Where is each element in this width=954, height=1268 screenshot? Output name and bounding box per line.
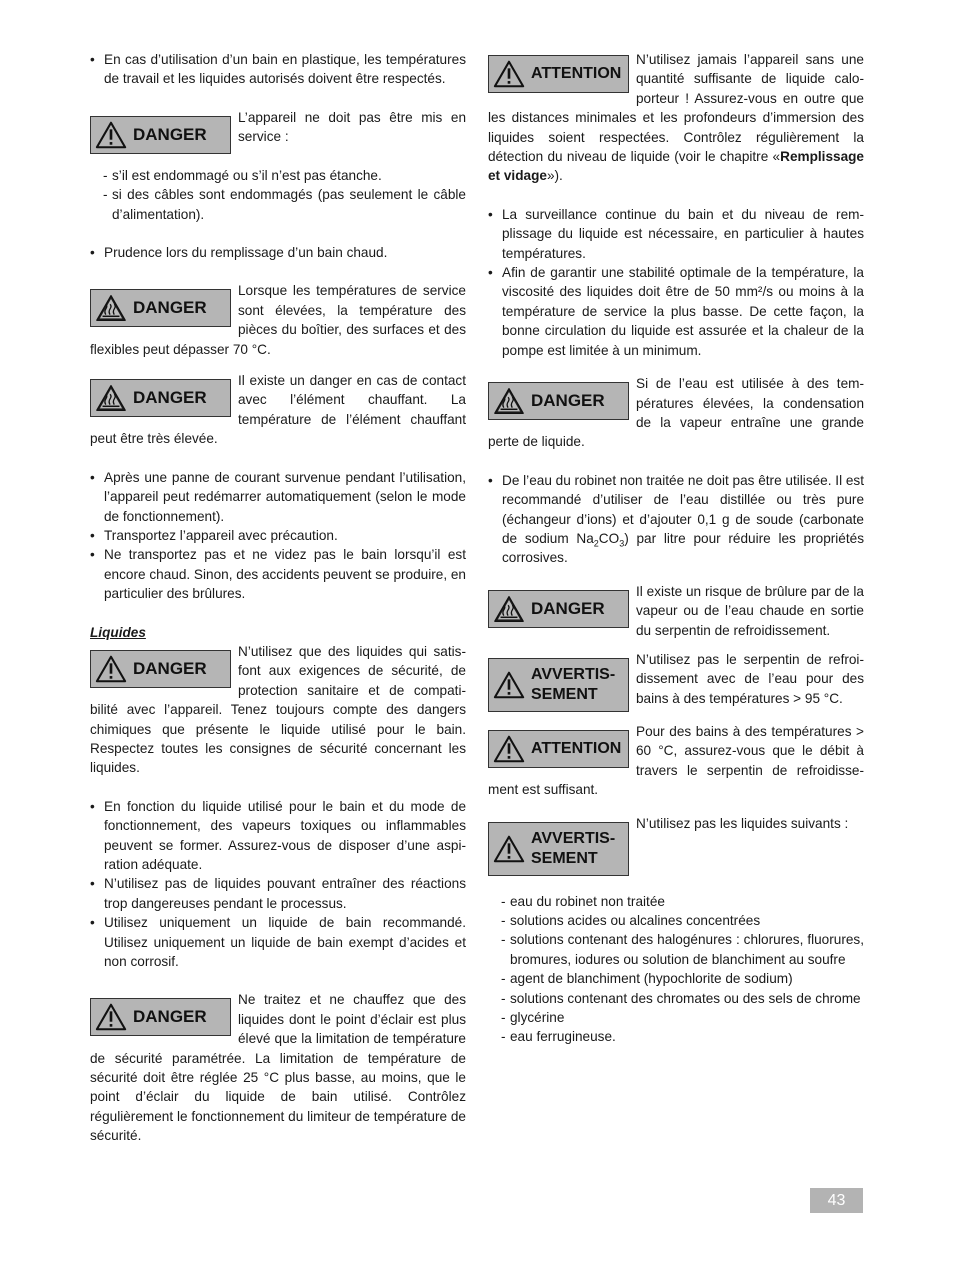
attention-notice-flow-rate xyxy=(488,722,864,800)
danger-text: Il existe un danger en cas de contact avec l’élément chauffant. La température de l’élément chauffant peut être très élevée. xyxy=(90,373,466,447)
danger-label-box xyxy=(90,650,231,688)
right-column xyxy=(488,50,864,1047)
danger-label: DANGER xyxy=(531,391,605,411)
danger-text: Ne traitez et ne chauffez que des liquides dont le point d’éclair est plus élevé que la limitation de température de sécurité paramétrée. La limitation de température de sécurité doit être réglée 25 °C plus basse, au moins, que le point d’éclair du liquide de bain utilisé. Contrôlez régulièrement le fonctionnement du limiteur de température de sécurité. xyxy=(90,992,466,1144)
danger-label: DANGER xyxy=(531,598,605,618)
list-item: - eau du robinet non traitée xyxy=(488,892,864,911)
list-item: - solutions acides ou alcalines concentrées xyxy=(488,911,864,930)
warning-triangle-icon xyxy=(493,734,525,764)
danger-notice-flash-point xyxy=(90,990,466,1145)
warning-label-box xyxy=(488,822,629,876)
bullet-power-failure: • Après une panne de courant survenue pendant l’utilisation, l’appareil peut redémarrer automatiquement (selon le mode de fonctionnement). xyxy=(90,468,466,526)
danger-label-box xyxy=(90,116,231,154)
warning-label: AVVERTIS- SEMENT xyxy=(531,829,616,867)
list-item: - s’il est endommagé ou s’il n’est pas étanche. xyxy=(90,166,466,185)
danger-label-box xyxy=(90,289,231,327)
attention-label: ATTENTION xyxy=(531,739,622,757)
danger-label: DANGER xyxy=(133,1007,207,1027)
list-item: - si des câbles sont endommagés (pas seulement le câble d’alimentation). xyxy=(90,185,466,224)
danger-label-box xyxy=(488,590,629,628)
attention-text: N’utilisez jamais l’appareil sans une quantité suffisante de liquide caloporteur ! Assurez-vous en outre que les distances minimales et les profondeurs d’immersion des liquides soient respectées. Contrôlez régulièrement la détection du niveau de liquide (voir le chapitre «Remplissage et vidage»). xyxy=(488,52,864,184)
warning-triangle-icon xyxy=(493,59,525,89)
attention-label: ATTENTION xyxy=(531,65,622,82)
warning-label: AVVERTIS- SEMENT xyxy=(531,665,616,703)
danger-notice-water-condensation xyxy=(488,374,864,452)
danger-label-box xyxy=(90,379,231,417)
left-column xyxy=(90,50,466,1146)
warning-notice-forbidden-liquids xyxy=(488,814,864,880)
warning-triangle-icon xyxy=(493,834,525,864)
list-item: - eau ferrugineuse. xyxy=(488,1027,864,1046)
danger-text: Lorsque les températures de service sont élevées, la température des pièces du boîtier, des surfaces et des flexibles peut dépasser 70 °C. xyxy=(90,283,466,357)
danger-notice-hot-surfaces xyxy=(90,281,466,359)
warning-triangle-icon xyxy=(95,1002,127,1032)
danger-notice-steam xyxy=(488,582,864,640)
danger-text: N’utilisez que des liquides qui satisfont aux exigences de sécurité, de protection sanitaire et de compatibilité avec l’appareil. Tenez toujours compte des dangers chimiques que présente le liquide utilisé pour le bain. Respectez toutes les consignes de sécurité concernant les liquides. xyxy=(90,643,466,776)
list-item: - solutions contenant des chromates ou des sels de chrome xyxy=(488,989,864,1008)
bullet-hot-bath: • Prudence lors du remplissage d’un bain chaud. xyxy=(90,243,466,262)
danger-notice-heating-element xyxy=(90,371,466,449)
bullet-plastic-bath: • En cas d’utilisation d’un bain en plastique, les températures de travail et les liquides autorisés doivent être respectés. xyxy=(90,50,466,89)
danger-label-box xyxy=(488,382,629,420)
warning-label-box xyxy=(488,658,629,712)
warning-triangle-icon xyxy=(95,120,127,150)
danger-text: L’appareil ne doit pas être mis en service : xyxy=(238,109,466,145)
bullet-monitoring: • La surveillance continue du bain et du niveau de remplissage du liquide est nécessaire, en particulier à hautes températures. xyxy=(488,205,864,263)
bullet-recommended-liquid: • Utilisez uniquement un liquide de bain recommandé. Utilisez uniquement un liquide de bain exempt d’acides et non corrosif. xyxy=(90,913,466,971)
attention-text: Pour des bains à des températures > 60 °C, assurez-vous que le débit à travers le serpentin de refroidissement est suffisant. xyxy=(488,723,864,798)
warning-triangle-icon xyxy=(95,654,127,684)
bullet-viscosity: • Afin de garantir une stabilité optimale de la température, la viscosité des liquides doit être de 50 mm²/s ou moins à la température de service la plus basse. De cette façon, la bonne circulation du liquide est assurée et la chaleur de la pompe est limitée à un minimum. xyxy=(488,263,864,360)
danger-text: Il existe un risque de brûlure par de la vapeur ou de l’eau chaude en sortie du serpentin de refroidissement. xyxy=(636,583,864,638)
hot-surface-icon xyxy=(493,594,525,624)
section-heading-liquides: Liquides xyxy=(90,624,146,640)
hot-surface-icon xyxy=(95,293,127,323)
danger-label-box xyxy=(90,998,231,1036)
attention-label-box xyxy=(488,730,629,768)
bullet-reactions: • N’utilisez pas de liquides pouvant entraîner des réactions trop dangereuses pendant le processus. xyxy=(90,874,466,913)
attention-notice-liquid-level xyxy=(488,50,864,186)
danger-notice-damaged xyxy=(90,108,466,158)
warning-notice-cooling-coil xyxy=(488,650,864,716)
hot-surface-icon xyxy=(95,383,127,413)
warning-triangle-icon xyxy=(493,670,525,700)
list-item: - solutions contenant des halogénures : chlorures, fluorures, bromures, iodures ou solution de blanchiment au soufre xyxy=(488,930,864,969)
attention-label-box xyxy=(488,55,629,93)
bullet-hot-transport: • Ne transportez pas et ne videz pas le bain lorsqu’il est encore chaud. Sinon, des accidents peuvent se produire, en particulier des brûlures. xyxy=(90,545,466,603)
warning-text: N’utilisez pas le serpentin de refroidissement avec de l’eau pour des bains à des températures > 95 °C. xyxy=(636,651,864,706)
page-number: 43 xyxy=(810,1188,863,1213)
bullet-transport: • Transportez l’appareil avec précaution. xyxy=(90,526,466,545)
bullet-tap-water: • De l’eau du robinet non traitée ne doit pas être utilisée. Il est recommandé d’utiliser de l’eau distillée ou très pure (échangeur d’ions) et d’ajouter 0,1 g de soude (carbonate de sodium $Na_2CO_3$) par litre pour réduire les propriétés corrosives. xyxy=(488,471,864,568)
danger-text: Si de l’eau est utilisée à des températures élevées, la condensation de la vapeur entraîne une grande perte de liquide. xyxy=(488,376,864,450)
danger-label: DANGER xyxy=(133,658,207,678)
danger-label: DANGER xyxy=(133,124,207,144)
chapter-reference: Remplissage et vidage xyxy=(488,149,864,184)
hot-surface-icon xyxy=(493,386,525,416)
danger-notice-liquids xyxy=(90,642,466,778)
warning-text: N’utilisez pas les liquides suivants : xyxy=(636,815,849,831)
list-item: - agent de blanchiment (hypochlorite de sodium) xyxy=(488,969,864,988)
danger-label: DANGER xyxy=(133,298,207,318)
bullet-vapours: • En fonction du liquide utilisé pour le bain et du mode de fonctionnement, des vapeurs toxiques ou inflammables peuvent se former. Assurez-vous de disposer d’une aspiration adéquate. xyxy=(90,797,466,875)
list-item: - glycérine xyxy=(488,1008,864,1027)
danger-label: DANGER xyxy=(133,388,207,408)
